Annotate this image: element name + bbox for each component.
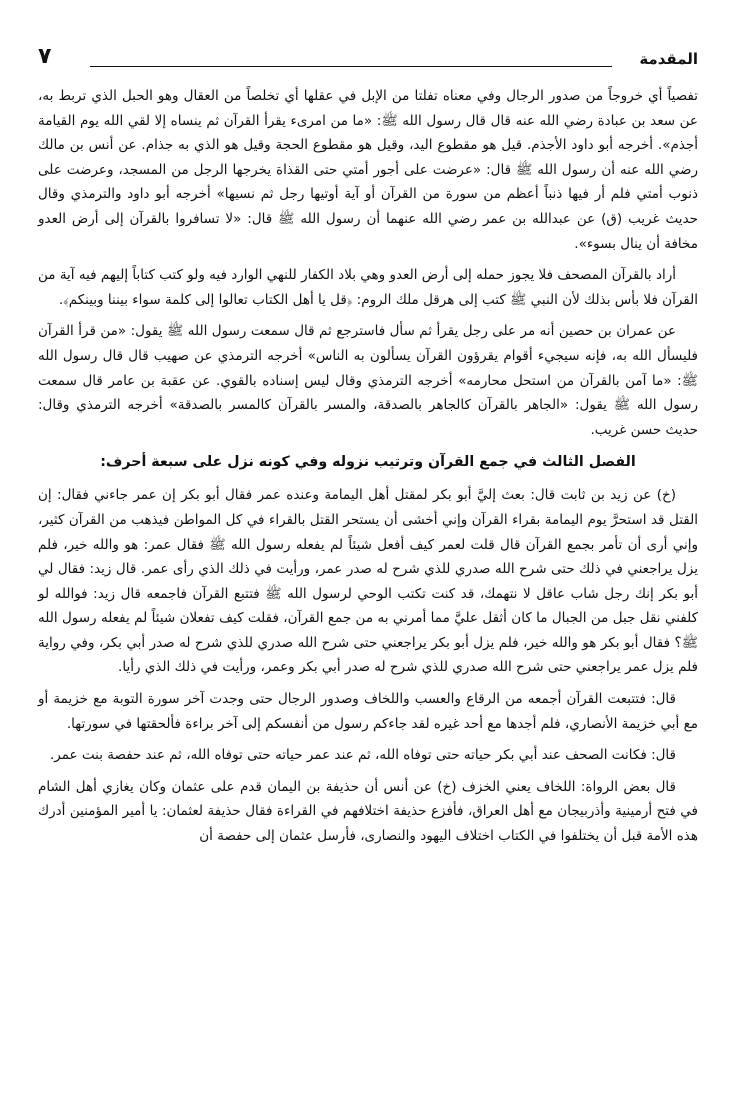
paragraph-1: تفصياً أي خروجاً من صدور الرجال وفي معناه تفلتا من الإبل في عقلها أي تخلصاً من العقال وهو الحبل الذي تربط به، عن سعد بن عبادة رضي الله عنه قال قال رسول الله ﷺ: «ما من امرىء يقرأ القرآن ثم ينساه إلا لقي الله يوم القيامة أجذم». أخرجه أبو داود الأجذم. قيل هو مقطوع اليد، وقيل هو مقطوع الحجة وقيل هو الذي به جذام. عن أنس بن مالك رضي الله عنه أن رسول الله ﷺ قال: «عرضت على أجور أمتي حتى القذاة يخرجها الرجل من المسجد، وعرضت على ذنوب أمتي فلم أر فيها ذنباً أعظم من سورة من القرآن أو آية أوتيها رجل ثم نسيها» أخرجه أبو داود والترمذي وقال حديث غريب (ق) عن عبدالله بن عمر رضي الله عنهما أن رسول الله ﷺ قال: «لا تسافروا بالقرآن إلى أرض العدو مخافة أن ينال بسوء». [38,88,698,252]
paragraph-2: أراد بالقرآن المصحف فلا يجوز حمله إلى أرض العدو وهي بلاد الكفار للنهي الوارد فيه ولو كتب كتاباً إليهم فيه آية من القرآن فلا بأس بذلك لأن النبي ﷺ كتب إلى هرقل ملك الروم: ﴿قل يا أهل الكتاب تعالوا إلى كلمة سواء بيننا وبينكم﴾. [38,267,698,308]
section-heading: الفصل الثالث في جمع القرآن وترتيب نزوله وفي كونه نزل على سبعة أحرف: [100,454,636,471]
running-header [38,40,698,80]
section-paragraph-1: (خ) عن زيد بن ثابت قال: بعث إليَّ أبو بكر لمقتل أهل اليمامة وعنده عمر فقال أبو بكر إن عمر جاءني فقال: إن القتل قد استحرَّ يوم اليمامة بقراء القرآن وإني أخشى أن يستحر القتل بالقراء في كل المواطن فيذهب من القرآن كثير، وإني أرى أن تأمر بجمع القرآن قال قلت لعمر كيف أفعل شيئاً لم يفعله رسول الله ﷺ فقال عمر: هو والله خير، فلم يزل يراجعني في ذلك حتى شرح الله صدري للذي شرح له صدر عمر، ورأيت في ذلك الذي رأى عمر. قال زيد: فقال لي أبو بكر إنك رجل شاب عاقل لا نتهمك، قد كنت تكتب الوحي لرسول الله ﷺ فتتبع القرآن فاجمعه قال زيد: فوالله لو كلفني نقل جبل من الجبال ما كان أثقل عليَّ مما أمرني به من جمع القرآن، فقلت كيف تفعلان شيئاً لم يفعله رسول الله ﷺ؟ فقال أبو بكر هو والله خير، فلم يزل أبو بكر يراجعني حتى شرح الله صدري للذي شرح له صدر أبي بكر، وفي رواية فلم يزل عمر يراجعني حتى شرح الله صدري للذي شرح له صدر أبي بكر وعمر، ورأيت في ذلك الذي رأيا. [38,487,698,676]
page-number: ٧ [38,44,52,69]
header-rule [90,66,612,67]
header-title: المقدمة [639,50,698,68]
section-paragraph-2: قال: فتتبعت القرآن أجمعه من الرقاع والعسب واللخاف وصدور الرجال حتى وجدت آخر سورة التوبة مع خزيمة أو مع أبي خزيمة الأنصاري، فلم أجدها مع أحد غيره لقد جاءكم رسول من أنفسكم إلى آخر براءة فألحقتها في سورتها. [38,691,698,732]
section-paragraph-3: قال: فكانت الصحف عند أبي بكر حياته حتى توفاه الله، ثم عند عمر حياته حتى توفاه الله، ثم عند حفصة بنت عمر. [50,747,676,764]
paragraph-3: عن عمران بن حصين أنه مر على رجل يقرأ ثم سأل فاسترجع ثم قال سمعت رسول الله ﷺ يقول: «من قرأ القرآن فليسأل الله به، فإنه سيجيء أقوام يقرؤون القرآن يسألون به الناس» أخرجه الترمذي عن صهيب قال قال رسول الله ﷺ: «ما آمن بالقرآن من استحل محارمه» أخرجه الترمذي وقال ليس إسناده بالقوي. عن عقبة بن عامر قال سمعت رسول الله ﷺ يقول: «الجاهر بالقرآن كالجاهر بالصدقة، والمسر بالقرآن كالمسر بالصدقة» أخرجه الترمذي وقال: حديث حسن غريب. [38,323,698,438]
section-paragraph-4: قال بعض الرواة: اللخاف يعني الخزف (خ) عن أنس أن حذيفة بن اليمان قدم على عثمان وكان يغازي أهل الشام في فتح أرمينية وأذربيجان مع أهل العراق، فأفزع حذيفة اختلافهم في القراءة فقال حذيفة لعثمان: يا أمير المؤمنين أدرك هذه الأمة قبل أن يختلفوا في الكتاب اختلاف اليهود والنصارى، فأرسل عثمان إلى حفصة أن [38,778,698,845]
page-body [38,84,698,856]
